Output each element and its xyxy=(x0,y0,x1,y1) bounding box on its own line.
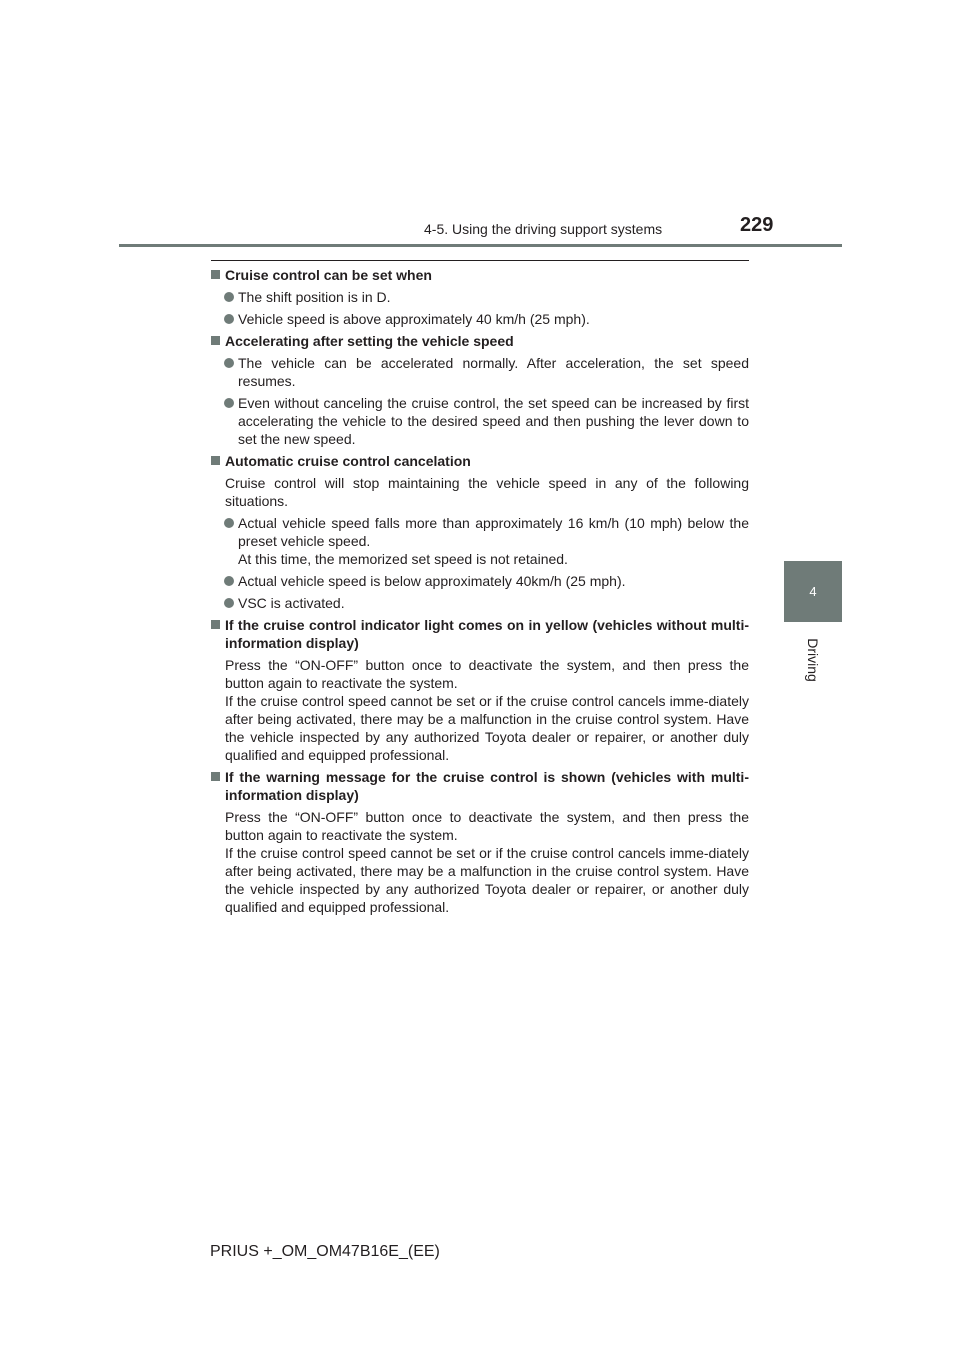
bullet-text: VSC is activated. xyxy=(238,595,345,611)
bullet-text: The vehicle can be accelerated normally. After acceleration, the set speed resumes. xyxy=(238,355,749,389)
section-heading-text: Cruise control can be set when xyxy=(225,267,432,283)
square-bullet-icon xyxy=(211,456,220,465)
bullet-text: Vehicle speed is above approximately 40 km/h (25 mph). xyxy=(238,311,590,327)
square-bullet-icon xyxy=(211,620,220,629)
page-number: 229 xyxy=(740,214,774,236)
note-section xyxy=(211,768,749,916)
square-bullet-icon xyxy=(211,772,220,781)
section-title: 4-5. Using the driving support systems xyxy=(424,221,663,237)
bullet-text: Actual vehicle speed falls more than approximately 16 km/h (10 mph) below the preset vehicle speed. At this time, the memorized set speed is not retained. xyxy=(238,515,749,567)
bullet-item xyxy=(211,310,749,328)
paragraph-text: Cruise control will stop maintaining the vehicle speed in any of the following situations. xyxy=(225,475,749,509)
chapter-tab[interactable] xyxy=(784,561,842,622)
content-rule xyxy=(211,260,749,261)
section-heading-text: Automatic cruise control cancelation xyxy=(225,453,471,469)
note-section xyxy=(211,332,749,448)
bullet-item xyxy=(211,594,749,612)
section-heading xyxy=(211,768,749,804)
circle-bullet-icon xyxy=(224,358,234,368)
chapter-label xyxy=(784,630,842,690)
paragraph-text: Press the “ON-OFF” button once to deactivate the system, and then press the button again to reactivate the system. If the cruise control speed cannot be set or if the cruise control cancels imme-diately after being activated, there may be a malfunction in the cruise control system. Have the vehicle inspected by any authorized Toyota dealer or repairer, or another duly qualified and equipped professional. xyxy=(225,657,749,763)
bullet-text: Even without canceling the cruise control, the set speed can be increased by first accelerating the vehicle to the desired speed and then pushing the lever down to set the new speed. xyxy=(238,395,749,447)
chapter-label-text: Driving xyxy=(804,638,821,682)
section-heading-text: If the warning message for the cruise control is shown (vehicles with multi-information display) xyxy=(225,769,749,803)
body-paragraph xyxy=(211,656,749,764)
section-heading-text: If the cruise control indicator light comes on in yellow (vehicles without multi-information display) xyxy=(225,617,749,651)
bullet-item xyxy=(211,394,749,448)
document-code: PRIUS +_OM_OM47B16E_(EE) xyxy=(210,1243,440,1260)
bullet-item xyxy=(211,514,749,568)
circle-bullet-icon xyxy=(224,598,234,608)
section-heading xyxy=(211,266,749,284)
paragraph-text: Press the “ON-OFF” button once to deactivate the system, and then press the button again to reactivate the system. If the cruise control speed cannot be set or if the cruise control cancels imme-diately after being activated, there may be a malfunction in the cruise control system. Have the vehicle inspected by any authorized Toyota dealer or repairer, or another duly qualified and equipped professional. xyxy=(225,809,749,915)
bullet-text: Actual vehicle speed is below approximately 40km/h (25 mph). xyxy=(238,573,626,589)
section-heading-text: Accelerating after setting the vehicle speed xyxy=(225,333,514,349)
body-paragraph xyxy=(211,808,749,916)
section-heading xyxy=(211,616,749,652)
square-bullet-icon xyxy=(211,270,220,279)
circle-bullet-icon xyxy=(224,576,234,586)
note-section xyxy=(211,452,749,612)
circle-bullet-icon xyxy=(224,518,234,528)
header-rule xyxy=(119,244,842,247)
note-section xyxy=(211,616,749,764)
section-heading xyxy=(211,452,749,470)
circle-bullet-icon xyxy=(224,292,234,302)
circle-bullet-icon xyxy=(224,398,234,408)
body-paragraph xyxy=(211,474,749,510)
bullet-text: The shift position is in D. xyxy=(238,289,391,305)
note-section xyxy=(211,266,749,328)
square-bullet-icon xyxy=(211,336,220,345)
bullet-item xyxy=(211,288,749,306)
section-heading xyxy=(211,332,749,350)
content-body xyxy=(211,266,749,920)
circle-bullet-icon xyxy=(224,314,234,324)
chapter-number: 4 xyxy=(809,584,817,599)
bullet-item xyxy=(211,354,749,390)
bullet-item xyxy=(211,572,749,590)
